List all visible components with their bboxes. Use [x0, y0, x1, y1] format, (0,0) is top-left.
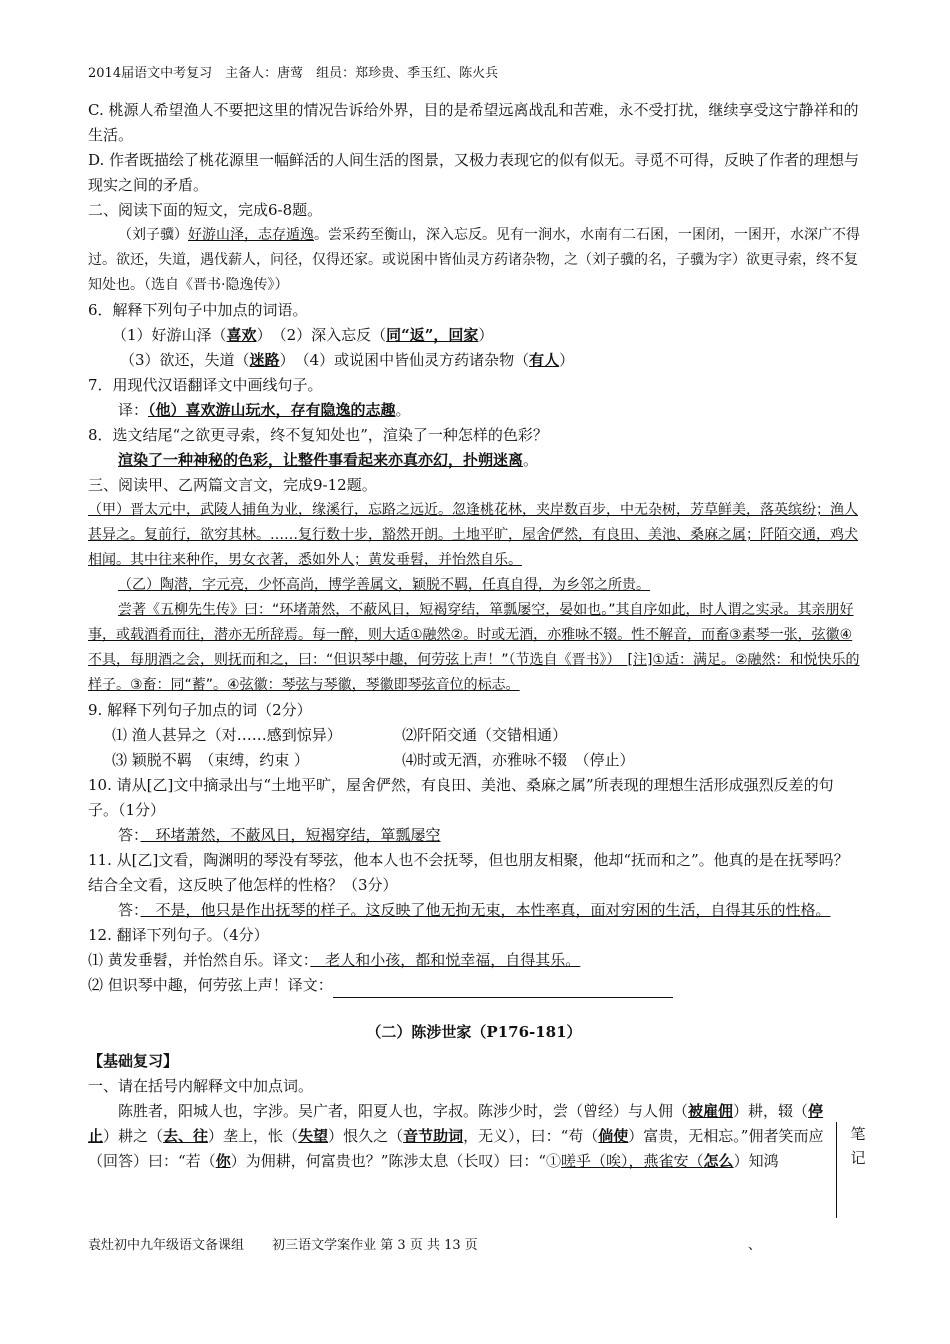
question-10: 10. 请从[乙]文中摘录出与“土地平旷，屋舍俨然，有良田、美池、桑麻之属”所表现的理想生活形成强烈反差的句子。（1分）: [88, 776, 834, 819]
answer: （他）喜欢游山玩水，存有隐逸的志趣: [148, 401, 396, 419]
section2-heading: 二、阅读下面的短文，完成6-8题。: [88, 201, 323, 219]
question-8-answer: 渲染了一种神秘的色彩，让整件事看起来亦真亦幻，扑朔迷离。: [118, 451, 539, 469]
answer: 迷路: [249, 351, 280, 369]
section4-body: [88, 1074, 836, 1174]
question-12-line2: ⑵ 但识琴中趣，何劳弦上声！译文：: [88, 973, 860, 998]
notes-label-1: 笔: [850, 1125, 866, 1143]
main-content: [88, 98, 860, 1174]
option-d: D. 作者既描绘了桃花源里一幅鲜活的人间生活的图景，又极力表现它的似有似无。寻觅不可得，反映了作者的理想与现实之间的矛盾。: [88, 151, 860, 194]
footer-school: 袁灶初中九年级语文备课组: [88, 1238, 245, 1253]
passage-yi-1: （乙）陶潜，字元亮，少怀高尚，博学善属文，颖脱不羁，任真自得，为乡邻之所贵。: [118, 577, 650, 593]
question-11-answer: 答： 不是，他只是作出抚琴的样子。这反映了他无拘无束，本性率真，面对穷困的生活，自得其乐的性格。: [118, 901, 831, 919]
question-9: 9. 解释下列句子加点的词（2分）: [88, 701, 312, 719]
notes-column: [836, 1122, 873, 1218]
notes-label-2: 记: [850, 1149, 866, 1167]
answer: 老人和小孩，都和悦幸福，自得其乐。: [310, 951, 581, 969]
question-9-line1: ⑴ 渔人甚异之（对……感到惊异） ⑵阡陌交通（交错相通）: [112, 726, 568, 744]
footer-mark: 、: [748, 1238, 762, 1253]
answer: 不是，他只是作出抚琴的样子。这反映了他无拘无束，本性率真，面对穷困的生活，自得其乐的性格。: [140, 901, 831, 919]
answer: 有人: [529, 351, 560, 369]
question-8: 8．选文结尾“之欲更寻索，终不复知处也”，渲染了一种怎样的色彩？: [88, 426, 548, 444]
chenshe-passage: 陈胜者，阳城人也，字涉。吴广者，阳夏人也，字叔。陈涉少时，尝（曾经）与人佣（被雇佣）耕，辍（停止）耕之（去、往）垄上，怅（失望）恨久之（音节助词，无义），曰：“苟（倘使）富贵，无相忘。”佣者笑而应（回答）曰：“若（你）为佣耕，何富贵也？”陈涉太息（长叹）曰：“①嗟乎（唉），燕雀安（怎么）知鸿: [88, 1102, 824, 1170]
page-header: 2014届语文中考复习 主备人：唐莺 组员：郑珍贵、季玉红、陈火兵: [88, 66, 499, 81]
question-9-line2: ⑶ 颖脱不羁 （束缚，约束 ） ⑷时或无酒，亦雅咏不辍 （停止）: [112, 751, 635, 769]
answer: 环堵萧然，不蔽风日，短褐穿结，箪瓢屡空: [140, 826, 441, 844]
question-11: 11. 从[乙]文看，陶渊明的琴没有琴弦，他本人也不会抚琴，但也朋友相聚，他却“抚而和之”。他真的是在抚琴吗？结合全文看，这反映了他怎样的性格？（3分）: [88, 851, 849, 894]
question-7-answer: 译：（他）喜欢游山玩水，存有隐逸的志趣。: [118, 401, 411, 419]
page-footer: [88, 1234, 788, 1253]
answer: 渲染了一种神秘的色彩，让整件事看起来亦真亦幻，扑朔迷离: [118, 451, 524, 469]
question-6: 6．解释下列句子中加点的词语。: [88, 301, 308, 319]
question-12: 12. 翻译下列句子。（4分）: [88, 926, 269, 944]
answer: 喜欢: [226, 326, 257, 344]
question-6-line2: （3）欲还，失道（迷路） （4）或说囷中皆仙灵方药诸杂物（有人）: [120, 351, 575, 369]
answer: 同“返”，回家: [386, 326, 479, 344]
section-title: （二）陈涉世家（P176-181）: [366, 1023, 582, 1041]
question-12-line1: ⑴ 黄发垂髫，并怡然自乐。译文： 老人和小孩，都和悦幸福，自得其乐。: [88, 951, 581, 969]
question-7: 7．用现代汉语翻译文中画线句子。: [88, 376, 323, 394]
option-c: C. 桃源人希望渔人不要把这里的情况告诉给外界，目的是希望远离战乱和苦难，永不受打扰，继续享受这宁静祥和的生活。: [88, 101, 859, 144]
section2-passage: （刘子骥）好游山泽，志存遁逸。尝采药至衡山，深入忘反。见有一涧水，水南有二石囷，一囷闭，一囷开，水深广不得过。欲还，失道，遇伐薪人，问径，仅得还家。或说囷中皆仙灵方药诸杂物，之（刘子骥的名，子骥为字）欲更寻索，终不复知处也。（选自《晋书·隐逸传》）: [88, 227, 860, 293]
answer-blank[interactable]: [333, 979, 673, 998]
question-6-line1: （1）好游山泽（喜欢） （2）深入忘反（同“返”，回家）: [112, 326, 494, 344]
passage-yi-2: 尝著《五柳先生传》曰：“环堵萧然，不蔽风日，短褐穿结，箪瓢屡空，晏如也。”其自序如此，时人谓之实录。其亲朋好事，或载酒肴而往，潜亦无所辞焉。每一醉，则大适①融然②。时或无酒，亦雅咏不辍。性不解音，而畜③素琴一张，弦徽④不具，每朋酒之会，则抚而和之，曰：“但识琴中趣，何劳弦上声！”（节选自《晋书》） [注]①适：满足。②融然：和悦快乐的样子。③畜：同“蓄”。④弦徽：琴弦与琴徽，琴徽即琴弦音位的标志。: [88, 602, 860, 693]
basic-review-heading: 【基础复习】: [88, 1052, 179, 1070]
footer-page-number: 初三语文学案作业 第 3 页 共 13 页: [272, 1238, 478, 1253]
underlined-sentence: 好游山泽，志存遁逸: [188, 227, 314, 243]
passage-jia: （甲）晋太元中，武陵人捕鱼为业，缘溪行，忘路之远近。忽逢桃花林，夹岸数百步，中无杂树，芳草鲜美，落英缤纷；渔人甚异之。复前行，欲穷其林。……复行数十步，豁然开朗。土地平旷，屋舍俨然，有良田、美池、桑麻之属；阡陌交通，鸡犬相闻。其中往来种作，男女衣著，悉如外人；黄发垂髫，并怡然自乐。: [88, 502, 858, 568]
section3-heading: 三、阅读甲、乙两篇文言文，完成9-12题。: [88, 476, 377, 494]
section4-task: 一、请在括号内解释文中加点词。: [88, 1077, 314, 1095]
question-10-answer: 答： 环堵萧然，不蔽风日，短褐穿结，箪瓢屡空: [118, 826, 441, 844]
